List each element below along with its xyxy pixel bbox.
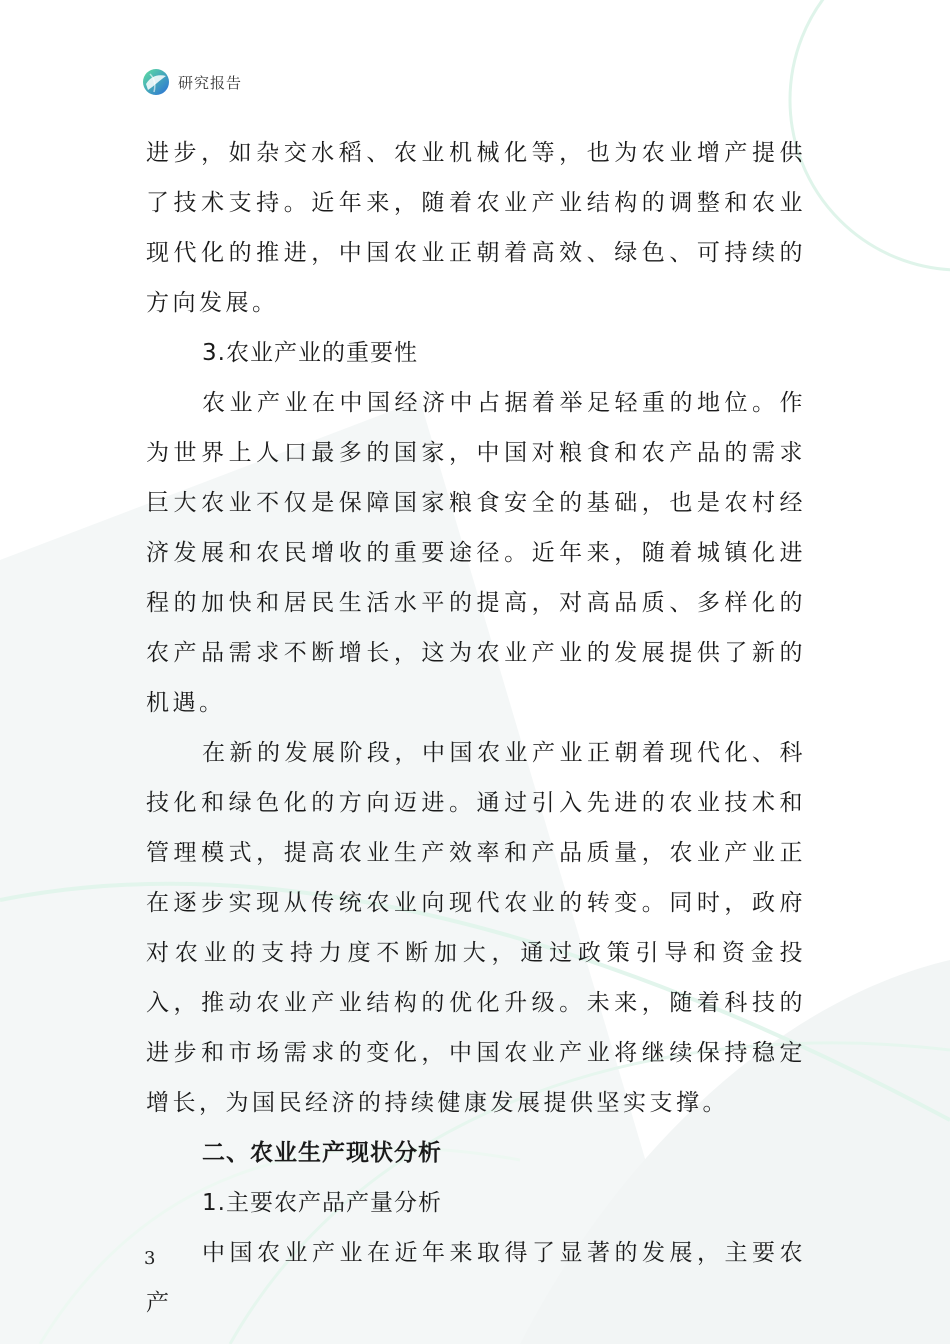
document-body — [146, 128, 806, 1328]
section-heading-3: 3.农业产业的重要性 — [202, 340, 418, 366]
page-number: 3 — [144, 1248, 156, 1269]
header-title: 研究报告 — [178, 73, 243, 92]
report-header — [142, 66, 242, 98]
paragraph: 中国农业产业在近年来取得了显著的发展，主要农产 — [146, 1240, 806, 1316]
paragraph: 在新的发展阶段，中国农业产业正朝着现代化、科技化和绿色化的方向迈进。通过引入先进的农业技术和管理模式，提高农业生产效率和产品质量，农业产业正在逐步实现从传统农业向现代农业的转变。同时，政府对农业的支持力度不断加大，通过政策引导和资金投入，推动农业产业结构的优化升级。未来，随着科技的进步和市场需求的变化，中国农业产业将继续保持稳定增长，为国民经济的持续健康发展提供坚实支撑。 — [146, 740, 806, 1116]
paragraph-continuation: 进步，如杂交水稻、农业机械化等，也为农业增产提供了技术支持。近年来，随着农业产业结构的调整和农业现代化的推进，中国农业正朝着高效、绿色、可持续的方向发展。 — [146, 140, 806, 316]
section-heading-1: 1.主要农产品产量分析 — [202, 1190, 442, 1216]
chapter-heading: 二、农业生产现状分析 — [202, 1140, 442, 1166]
report-logo-icon — [142, 68, 170, 96]
paragraph: 农业产业在中国经济中占据着举足轻重的地位。作为世界上人口最多的国家，中国对粮食和农产品的需求巨大农业不仅是保障国家粮食安全的基础，也是农村经济发展和农民增收的重要途径。近年来，随着城镇化进程的加快和居民生活水平的提高，对高品质、多样化的农产品需求不断增长，这为农业产业的发展提供了新的机遇。 — [146, 390, 806, 716]
